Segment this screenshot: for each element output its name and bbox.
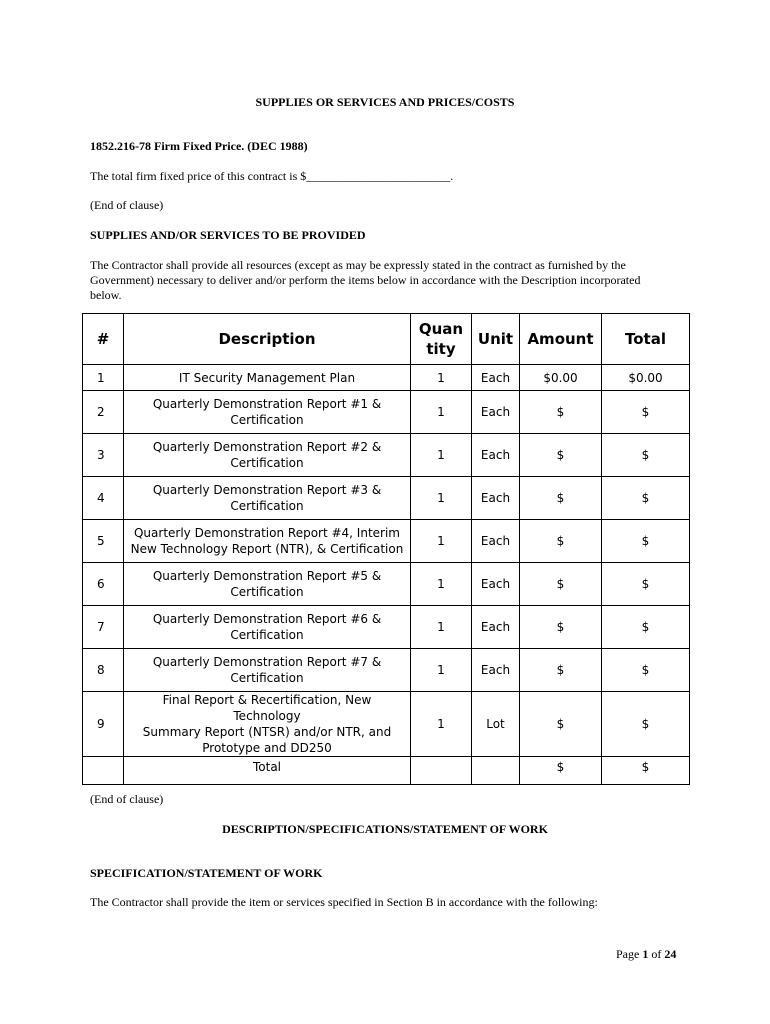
table-row [83,434,690,477]
row-description [124,391,411,434]
row-num: 3 [83,434,124,477]
row-amount: $ [520,520,602,563]
row-description [124,365,411,391]
total-row-label: Total [124,757,411,785]
end-of-clause-2: (End of clause) [90,792,164,806]
row-description [124,434,411,477]
row-num: 5 [83,520,124,563]
row-num: 8 [83,649,124,692]
total-row-quantity [411,757,472,785]
row-amount: $ [520,391,602,434]
header-amount: Amount [520,314,602,365]
table-row [83,649,690,692]
row-description [124,520,411,563]
row-quantity: 1 [411,477,472,520]
page-number-current: 1 [642,947,649,961]
row-description-line: Summary Report (NTSR) and/or NTR, and [142,725,392,739]
items-table [82,313,690,785]
supplies-paragraph-line: Government) necessary to deliver and/or perform the items below in accordance with the Description incorporated [90,273,641,287]
row-amount: $ [520,692,602,757]
supplies-paragraph-line: The Contractor shall provide all resources (except as may be expressly stated in the contract as furnished by the [90,258,626,272]
header-total: Total [602,314,690,365]
header-quantity [411,314,472,365]
row-unit: Each [472,649,520,692]
row-num: 6 [83,563,124,606]
row-amount: $ [520,606,602,649]
row-description-line: Certification [230,671,304,685]
row-description-line: Certification [230,413,304,427]
row-total: $ [602,391,690,434]
row-total: $ [602,520,690,563]
row-quantity: 1 [411,692,472,757]
row-num: 2 [83,391,124,434]
header-num: # [83,314,124,365]
table-row [83,391,690,434]
row-unit: Each [472,563,520,606]
row-total: $ [602,477,690,520]
table-row [83,365,690,391]
row-quantity: 1 [411,649,472,692]
row-description-line: Certification [230,499,304,513]
row-description-line: Quarterly Demonstration Report #1 & [152,397,382,411]
row-quantity: 1 [411,434,472,477]
clause-heading: 1852.216-78 Firm Fixed Price. (DEC 1988) [90,139,308,153]
page-number-total: 24 [664,947,677,961]
row-description [124,692,411,757]
row-description-line: Prototype and DD250 [202,741,332,755]
supplies-heading: SUPPLIES AND/OR SERVICES TO BE PROVIDED [90,228,366,242]
row-amount: $ [520,649,602,692]
row-quantity: 1 [411,563,472,606]
row-num: 9 [83,692,124,757]
page-footer-prefix: Page [616,947,643,961]
row-amount: $ [520,563,602,606]
row-num: 1 [83,365,124,391]
row-description-line: Quarterly Demonstration Report #7 & [152,655,382,669]
row-description-line: Quarterly Demonstration Report #5 & [152,569,382,583]
row-unit: Each [472,520,520,563]
row-description-line: IT Security Management Plan [178,370,356,385]
header-quantity-line: tity [426,340,456,358]
row-total: $ [602,563,690,606]
row-unit: Lot [472,692,520,757]
total-row-amount: $ [520,757,602,785]
description-heading: DESCRIPTION/SPECIFICATIONS/STATEMENT OF WORK [222,822,548,836]
table-row [83,563,690,606]
header-unit: Unit [472,314,520,365]
total-row-total: $ [602,757,690,785]
supplies-paragraph-line: below. [90,288,122,302]
table-row [83,520,690,563]
total-row-unit [472,757,520,785]
row-amount: $ [520,477,602,520]
row-total: $ [602,606,690,649]
table-row [83,606,690,649]
header-description: Description [124,314,411,365]
sow-paragraph: The Contractor shall provide the item or services specified in Section B in accordance with the following: [90,895,598,909]
table-total-row [83,757,690,785]
row-amount: $0.00 [520,365,602,391]
row-quantity: 1 [411,520,472,563]
page-footer-of: of [648,947,665,961]
row-total: $ [602,692,690,757]
header-quantity-line: Quan [418,320,464,338]
row-unit: Each [472,391,520,434]
row-num: 7 [83,606,124,649]
supplies-paragraph [90,258,710,303]
row-total: $ [602,434,690,477]
table-row [83,692,690,757]
row-description-line: Quarterly Demonstration Report #2 & [152,440,382,454]
row-unit: Each [472,434,520,477]
row-unit: Each [472,606,520,649]
row-quantity: 1 [411,365,472,391]
total-row-num [83,757,124,785]
sow-heading: SPECIFICATION/STATEMENT OF WORK [90,866,323,880]
row-description-line: Final Report & Recertification, New Technology [162,693,372,723]
page-title: SUPPLIES OR SERVICES AND PRICES/COSTS [255,95,515,109]
row-description [124,563,411,606]
row-unit: Each [472,477,520,520]
page-footer [616,947,676,962]
row-description [124,649,411,692]
row-description-line: Certification [230,628,304,642]
row-description [124,606,411,649]
row-description-line: Quarterly Demonstration Report #6 & [152,612,382,626]
row-description-line: Quarterly Demonstration Report #4, Interim [133,526,400,540]
row-total: $ [602,649,690,692]
table-header-row [83,314,690,365]
row-num: 4 [83,477,124,520]
row-amount: $ [520,434,602,477]
row-total: $0.00 [602,365,690,391]
end-of-clause-1: (End of clause) [90,198,164,212]
row-description-line: Quarterly Demonstration Report #3 & [152,483,382,497]
row-unit: Each [472,365,520,391]
row-description-line: Certification [230,585,304,599]
row-description-line: New Technology Report (NTR), & Certification [130,542,404,556]
row-description [124,477,411,520]
price-statement: The total firm fixed price of this contract is $________________________. [90,169,454,183]
row-description-line: Certification [230,456,304,470]
row-quantity: 1 [411,391,472,434]
table-row [83,477,690,520]
row-quantity: 1 [411,606,472,649]
